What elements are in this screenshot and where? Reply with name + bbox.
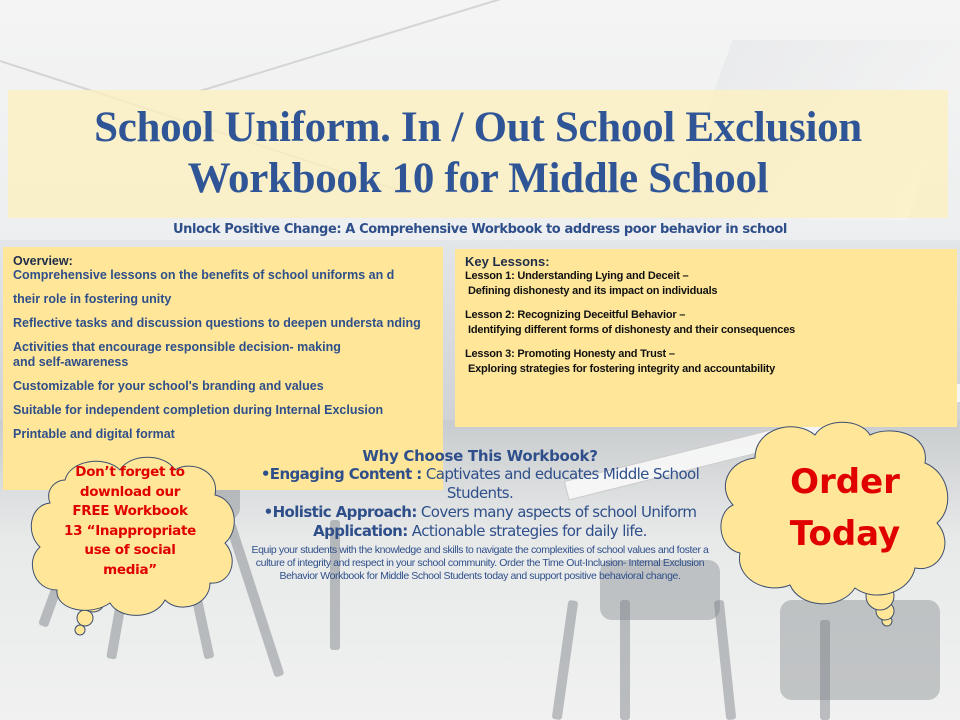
cloud-line: download our bbox=[79, 483, 181, 500]
lesson-item bbox=[465, 308, 947, 338]
cloud-line: media” bbox=[103, 561, 157, 578]
why-point-label: •Holistic Approach: bbox=[263, 503, 417, 521]
why-point-text: Covers many aspects of school Uniform bbox=[416, 503, 697, 521]
lesson-title: Lesson 3: Promoting Honesty and Trust – bbox=[465, 348, 675, 360]
chair-leg bbox=[820, 620, 830, 720]
overview-item: Activities that encourage responsible decision- making and self-awareness bbox=[13, 340, 341, 369]
key-lessons-heading: Key Lessons: bbox=[465, 254, 550, 269]
chair-leg bbox=[620, 600, 630, 720]
lesson-item bbox=[465, 347, 947, 377]
subtitle: Unlock Positive Change: A Comprehensive Workbook to address poor behavior in school bbox=[173, 222, 787, 237]
why-point bbox=[240, 522, 720, 541]
title-line-1: School Uniform. In / Out School Exclusion bbox=[94, 104, 862, 151]
overview-item: Suitable for independent completion during Internal Exclusion bbox=[13, 403, 384, 417]
order-today-cloud[interactable] bbox=[715, 413, 960, 633]
title-line-2: Workbook 10 for Middle School bbox=[187, 155, 769, 202]
why-choose-section bbox=[240, 447, 720, 583]
why-point bbox=[240, 465, 720, 503]
lesson-title: Lesson 2: Recognizing Deceitful Behavior – bbox=[465, 309, 686, 321]
key-lessons-panel bbox=[455, 249, 957, 427]
why-point bbox=[240, 503, 720, 522]
cloud-line: Order bbox=[790, 462, 900, 502]
free-workbook-text bbox=[45, 463, 215, 580]
overview-item: Customizable for your school's branding and values bbox=[13, 379, 324, 393]
cloud-line: FREE Workbook bbox=[72, 503, 188, 519]
lesson-title: Lesson 1: Understanding Lying and Deceit – bbox=[465, 270, 689, 282]
lesson-description: Defining dishonesty and its impact on individuals bbox=[468, 285, 718, 297]
cloud-line: Don’t forget to bbox=[75, 464, 185, 480]
call-to-action-paragraph: Equip your students with the knowledge and skills to navigate the complexities of school values and foster a culture of integrity and respect in your school community. Order the Time Out-Inclusion- Internal Exclusion Behavior Workbook for Middle School Students today and support positive behavioral change. bbox=[251, 544, 709, 582]
order-today-button[interactable] bbox=[750, 456, 940, 560]
cloud-line: Today bbox=[789, 514, 901, 554]
cloud-line: use of social bbox=[84, 542, 176, 558]
overview-item: Printable and digital format bbox=[13, 427, 175, 441]
overview-item: Comprehensive lessons on the benefits of school uniforms an d bbox=[13, 268, 395, 282]
overview-heading: Overview: bbox=[13, 254, 73, 268]
why-choose-heading: Why Choose This Workbook? bbox=[362, 447, 598, 465]
lesson-description: Identifying different forms of dishonesty and their consequences bbox=[468, 324, 796, 336]
why-point-text: Actionable strategies for daily life. bbox=[407, 522, 647, 540]
overview-item: Reflective tasks and discussion questions to deepen understa nding bbox=[13, 316, 421, 330]
lesson-description: Exploring strategies for fostering integrity and accountability bbox=[468, 363, 776, 375]
why-point-text: Captivates and educates Middle School Students. bbox=[421, 465, 700, 502]
why-point-label: Application: bbox=[313, 522, 408, 540]
page-title bbox=[8, 102, 948, 204]
why-point-label: •Engaging Content : bbox=[260, 465, 422, 483]
lesson-item bbox=[465, 269, 947, 299]
free-workbook-cloud bbox=[25, 455, 245, 645]
overview-item: their role in fostering unity bbox=[13, 292, 172, 306]
cloud-line: 13 “Inappropriate bbox=[64, 522, 196, 539]
